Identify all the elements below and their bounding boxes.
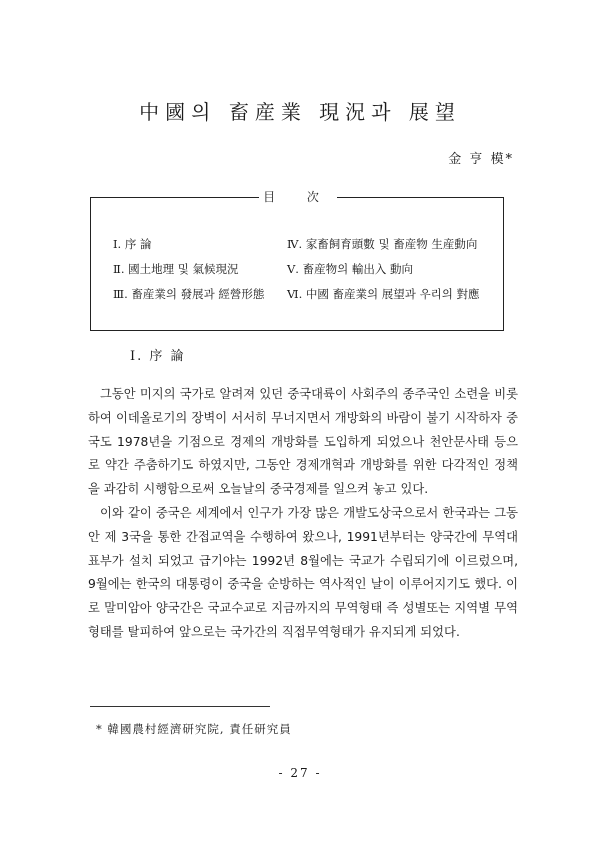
toc-item [287, 232, 480, 257]
toc-item-label: 國土地理 및 氣候現況 [128, 262, 239, 276]
footnote: * 韓國農村經濟研究院, 責任研究員 [96, 722, 292, 736]
toc-item-number: Ⅵ. [287, 287, 303, 301]
toc-item-number: Ⅰ. [113, 237, 122, 251]
page-number: - 27 - [278, 766, 322, 780]
toc-item-label: 家畜飼育頭數 및 畜産物 生産動向 [305, 237, 478, 251]
toc-item [287, 282, 480, 307]
toc-column-right [287, 232, 480, 307]
toc-item [113, 232, 264, 257]
body-text [88, 383, 518, 645]
toc-item-number: Ⅴ. [287, 262, 299, 276]
toc-item [287, 257, 480, 282]
toc-title: 目 次 [259, 189, 337, 205]
toc-item-label: 中國 畜産業의 展望과 우리의 對應 [305, 287, 480, 301]
paragraph: 그동안 미지의 국가로 알려져 있던 중국대륙이 사회주의 종주국인 소련을 비롯하여 이데올로기의 장벽이 서서히 무너지면서 개방화의 바람이 불기 시작하자 중국도 1978년을 기점으로 경제의 개방화를 도입하게 되었으나 천안문사태 등으로 약간 주춤하기도 하였지만, 그동안 경제개혁과 개방화를 위한 다각적인 정책을 과감히 시행함으로써 오늘날의 중국경제를 일으켜 놓고 있다. [88, 387, 518, 497]
toc-column-left [113, 232, 264, 307]
toc-item [113, 282, 264, 307]
toc-item-number: Ⅲ. [113, 287, 128, 301]
footnote-divider [90, 706, 270, 707]
table-of-contents [90, 190, 504, 331]
author-name: 金 亨 模* [448, 152, 514, 167]
section-heading: Ⅰ. 序 論 [130, 349, 186, 364]
toc-item-label: 序 論 [124, 237, 152, 251]
toc-item-label: 畜産業의 發展과 經營形態 [131, 287, 265, 301]
article-title: 中國의 畜産業 現況과 展望 [139, 100, 461, 124]
paragraph: 이와 같이 중국은 세계에서 인구가 가장 많은 개발도상국으로서 한국과는 그동안 제 3국을 통한 간접교역을 수행하여 왔으나, 1991년부터는 양국간에 무역대표부가 설치 되었고 급기야는 1992년 8월에는 국교가 수립되기에 이르렀으며, 9월에는 한국의 대통령이 중국을 순방하는 역사적인 날이 이루어지기도 했다. 이로 말미암아 양국간은 국교수교로 지금까지의 무역형태 즉 성별또는 지역별 무역형태를 탈피하여 앞으로는 국가간의 직접무역형태가 유지되게 되었다. [88, 505, 518, 639]
toc-item-number: Ⅱ. [113, 262, 125, 276]
toc-item-label: 畜産物의 輸出入 動向 [302, 262, 414, 276]
toc-item-number: Ⅳ. [287, 237, 303, 251]
toc-item [113, 257, 264, 282]
